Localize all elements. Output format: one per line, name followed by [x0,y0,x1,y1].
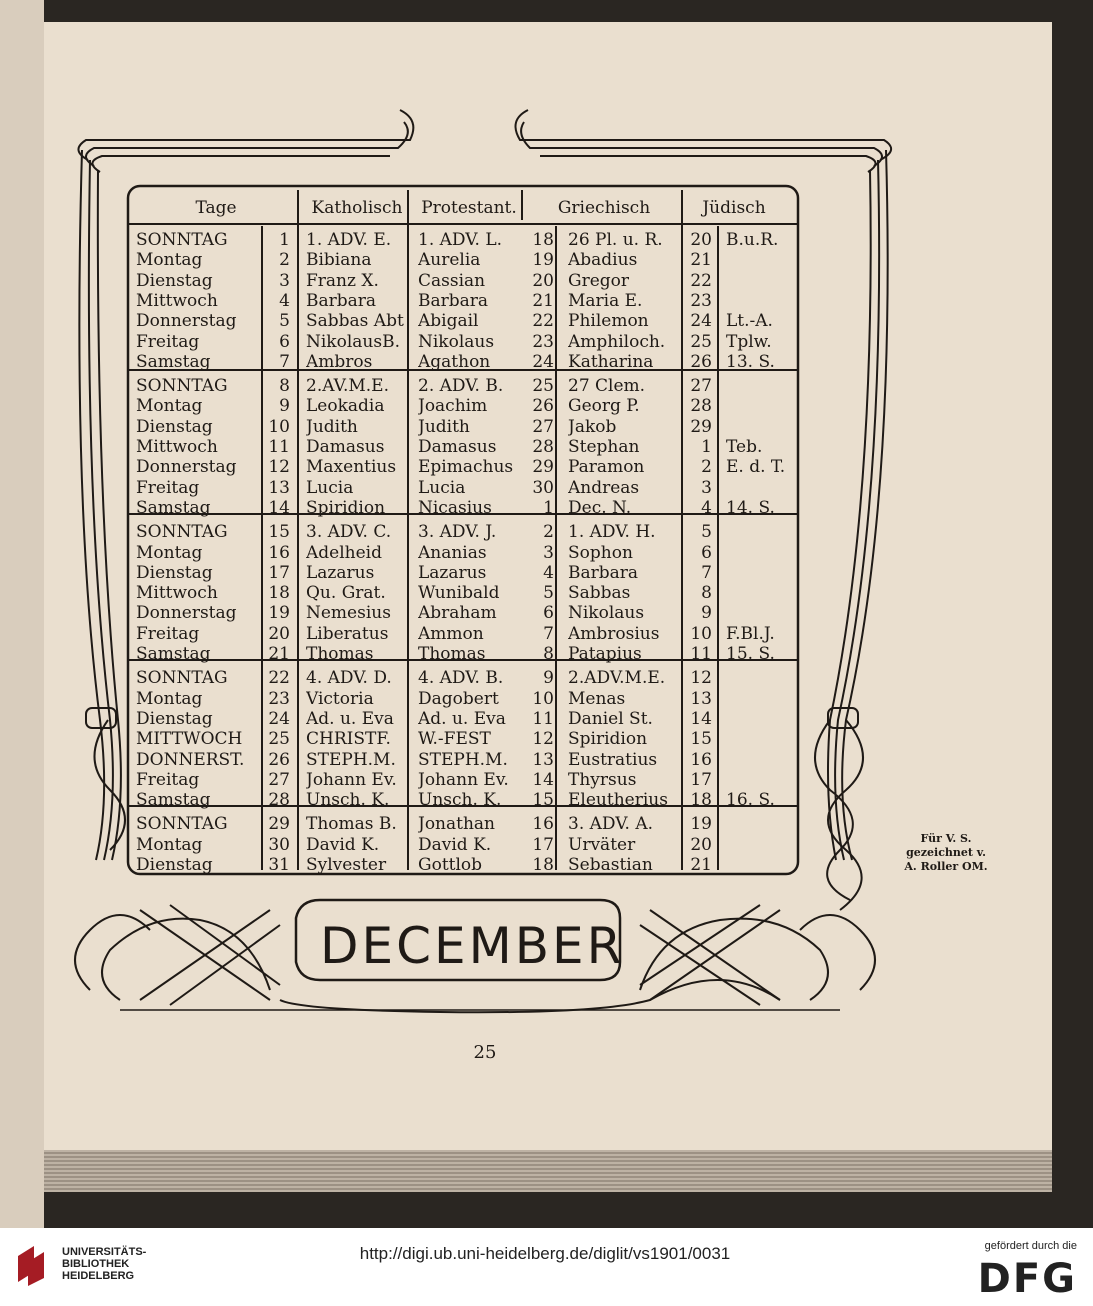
jewish-note: 15. S. [726,644,775,664]
catholic-day-number: 22 [268,668,290,689]
greek-day-number: 4 [543,562,554,583]
greek-saint: Thyrsus [568,769,637,790]
jewish-day-number: 17 [690,769,712,790]
jewish-note: 13. S. [726,351,775,372]
catholic-day-number: 6 [279,331,290,352]
viewer-footer [0,1228,1093,1306]
greek-saint: Ambrosius [568,623,660,644]
day-name: Mittwoch [136,290,218,311]
library-line: UNIVERSITÄTS- [62,1246,147,1258]
artist-credit [886,832,1006,874]
table-row [134,417,786,437]
jewish-day-number: 20 [690,230,712,250]
jewish-day-number: 7 [701,562,712,583]
greek-saint: Dec. N. [568,497,632,518]
greek-saint: Spiridion [568,729,648,750]
jewish-day-number: 24 [690,311,712,332]
catholic-saint: Victoria [306,688,374,709]
greek-saint: Gregor [568,270,630,291]
day-name: Dienstag [136,708,213,729]
catholic-saint: NikolausB. [306,331,400,352]
day-name: SONNTAG [136,668,228,689]
library-name [62,1246,146,1282]
greek-saint: 26 Pl. u. R. [568,230,663,250]
header-tage: Tage [195,198,237,218]
day-name: Donnerstag [136,457,237,478]
table-row [134,689,786,709]
day-name: Donnerstag [136,311,237,332]
greek-saint: Philemon [568,311,649,332]
day-name: Freitag [136,331,200,352]
protestant-saint: David K. [418,834,492,855]
protestant-saint: Jonathan [418,814,495,835]
credit-line: gezeichnet v. [906,846,986,859]
protestant-saint: Ammon [418,623,484,644]
greek-day-number: 29 [532,457,554,478]
table-row [134,583,786,603]
catholic-day-number: 25 [268,729,290,750]
protestant-saint: Unsch. K. [418,790,502,811]
protestant-saint: Joachim [418,396,488,417]
jewish-note: 14. S. [726,497,775,518]
day-name: SONNTAG [136,522,228,543]
greek-saint: 27 Clem. [568,376,646,397]
jewish-note: Tplw. [726,331,772,352]
protestant-saint: Thomas [418,644,486,664]
jewish-day-number: 11 [690,644,712,664]
catholic-day-number: 14 [268,497,290,518]
jewish-day-number: 27 [690,376,712,397]
catholic-saint: Liberatus [306,623,389,644]
catholic-saint: Damasus [306,437,385,457]
table-row [134,624,786,644]
greek-saint: Eustratius [568,749,658,770]
catholic-day-number: 3 [279,270,290,291]
greek-day-number: 10 [532,688,554,709]
protestant-saint: 1. ADV. L. [418,230,503,250]
greek-day-number: 3 [543,542,554,563]
greek-day-number: 9 [543,668,554,689]
day-name: Samstag [136,351,211,372]
day-name: Montag [136,250,203,271]
greek-day-number: 18 [532,230,554,250]
day-name: SONNTAG [136,814,228,835]
greek-saint: Georg P. [568,396,640,417]
jewish-note: Teb. [726,437,763,457]
table-row [134,311,786,331]
greek-saint: Eleutherius [568,790,668,811]
header-griechisch: Griechisch [557,198,651,218]
catholic-day-number: 19 [268,603,290,624]
protestant-saint: Barbara [418,290,489,311]
protestant-saint: Nikolaus [418,331,495,352]
greek-saint: Katharina [568,351,654,372]
greek-day-number: 11 [532,708,554,729]
day-name: DONNERST. [136,749,245,770]
catholic-saint: Leokadia [306,396,385,417]
greek-day-number: 1 [543,497,554,518]
catholic-saint: Lucia [306,477,354,498]
catholic-saint: Ambros [306,351,373,372]
jewish-day-number: 10 [690,623,712,644]
greek-saint: Sabbas [568,583,631,604]
dfg-logo: DFG [977,1256,1077,1302]
protestant-saint: Nicasius [418,497,492,518]
greek-saint: Abadius [568,250,638,271]
catholic-day-number: 18 [268,583,290,604]
catholic-day-number: 31 [268,855,290,875]
jewish-day-number: 2 [701,457,712,478]
table-row [134,543,786,563]
table-row [134,522,786,542]
greek-saint: Maria E. [568,290,643,311]
catholic-saint: Thomas B. [306,814,397,835]
catholic-day-number: 16 [268,542,290,563]
jewish-day-number: 12 [690,668,712,689]
library-logo-icon [14,1242,56,1288]
table-row [134,291,786,311]
catholic-saint: CHRISTF. [306,729,391,750]
protestant-saint: Epimachus [418,457,514,478]
catholic-saint: Sabbas Abt [306,311,404,332]
catholic-saint: Franz X. [306,270,379,291]
jewish-day-number: 19 [690,814,712,835]
table-row [134,376,786,396]
library-line: HEIDELBERG [62,1270,135,1282]
greek-day-number: 7 [543,623,554,644]
table-row [134,855,786,875]
protestant-saint: Abraham [418,603,497,624]
greek-saint: Andreas [568,477,640,498]
greek-saint: Amphiloch. [568,331,666,352]
greek-saint: 3. ADV. A. [568,814,654,835]
day-name: Montag [136,834,203,855]
greek-day-number: 2 [543,522,554,543]
catholic-saint: Sylvester [306,855,387,875]
greek-day-number: 14 [532,769,554,790]
catholic-saint: Qu. Grat. [306,583,386,604]
greek-saint: Sebastian [568,855,653,875]
protestant-saint: Ananias [418,542,487,563]
day-name: MITTWOCH [136,729,243,750]
day-name: Montag [136,688,203,709]
protestant-saint: Ad. u. Eva [418,708,506,729]
day-name: Dienstag [136,416,213,437]
catholic-saint: Unsch. K. [306,790,390,811]
jewish-day-number: 9 [701,603,712,624]
table-row [134,835,786,855]
greek-saint: Nikolaus [568,603,645,624]
protestant-saint: Aurelia [418,250,481,271]
header-protestant: Protestant. [421,198,517,218]
day-name: Montag [136,542,203,563]
jewish-note: E. d. T. [726,457,786,478]
catholic-day-number: 17 [268,562,290,583]
protestant-saint: 4. ADV. B. [418,668,504,689]
greek-day-number: 27 [532,416,554,437]
catholic-day-number: 13 [268,477,290,498]
catholic-day-number: 23 [268,688,290,709]
jewish-day-number: 25 [690,331,712,352]
greek-day-number: 26 [532,396,554,417]
jewish-day-number: 15 [690,729,712,750]
jewish-day-number: 22 [690,270,712,291]
catholic-day-number: 28 [268,790,290,811]
day-name: Freitag [136,477,200,498]
protestant-saint: 2. ADV. B. [418,376,504,397]
protestant-saint: Lucia [418,477,466,498]
greek-day-number: 5 [543,583,554,604]
catholic-day-number: 26 [268,749,290,770]
greek-saint: Stephan [568,437,640,457]
library-line: BIBLIOTHEK [62,1258,130,1270]
table-row [134,498,786,518]
catholic-saint: Maxentius [306,457,397,478]
table-row [134,790,786,810]
jewish-day-number: 21 [690,250,712,271]
greek-day-number: 21 [532,290,554,311]
header-juedisch: Jüdisch [702,198,766,218]
jewish-day-number: 8 [701,583,712,604]
greek-day-number: 6 [543,603,554,624]
catholic-saint: Nemesius [306,603,391,624]
greek-saint: 2.ADV.M.E. [568,668,666,689]
jewish-day-number: 28 [690,396,712,417]
greek-day-number: 30 [532,477,554,498]
protestant-saint: Wunibald [418,583,500,604]
catholic-day-number: 30 [268,834,290,855]
credit-line: A. Roller OM. [904,860,988,873]
table-row [134,332,786,352]
catholic-saint: Judith [306,416,358,437]
table-row [134,729,786,749]
greek-day-number: 24 [532,351,554,372]
catholic-day-number: 8 [279,376,290,397]
catholic-day-number: 12 [268,457,290,478]
table-row [134,770,786,790]
greek-saint: Barbara [568,562,639,583]
jewish-day-number: 13 [690,688,712,709]
jewish-day-number: 29 [690,416,712,437]
day-name: Samstag [136,644,211,664]
table-row [134,352,786,372]
catholic-saint: Lazarus [306,562,375,583]
table-row [134,603,786,623]
catholic-saint: David K. [306,834,380,855]
greek-saint: Paramon [568,457,645,478]
table-row [134,668,786,688]
catholic-saint: STEPH.M. [306,749,396,770]
table-row [134,250,786,270]
greek-day-number: 22 [532,311,554,332]
day-name: Mittwoch [136,437,218,457]
month-title: DECEMBER [320,917,625,975]
catholic-saint: 2.AV.M.E. [306,376,389,397]
catholic-day-number: 1 [279,230,290,250]
jewish-day-number: 18 [690,790,712,811]
greek-day-number: 28 [532,437,554,457]
greek-saint: Patapius [568,644,642,664]
day-name: Dienstag [136,562,213,583]
catholic-day-number: 10 [268,416,290,437]
greek-saint: Urväter [568,834,636,855]
catholic-day-number: 20 [268,623,290,644]
day-name: Freitag [136,769,200,790]
day-name: Samstag [136,497,211,518]
catholic-day-number: 4 [279,290,290,311]
catholic-day-number: 5 [279,311,290,332]
catholic-saint: Spiridion [306,497,386,518]
protestant-saint: Agathon [418,351,491,372]
catholic-saint: 1. ADV. E. [306,230,392,250]
jewish-note: Lt.-A. [726,311,773,332]
jewish-day-number: 20 [690,834,712,855]
protestant-saint: Judith [418,416,470,437]
jewish-day-number: 14 [690,708,712,729]
day-name: Dienstag [136,270,213,291]
table-row [134,478,786,498]
catholic-day-number: 27 [268,769,290,790]
day-name: Dienstag [136,855,213,875]
catholic-day-number: 15 [268,522,290,543]
page-number: 25 [473,1042,497,1063]
day-name: Samstag [136,790,211,811]
jewish-day-number: 4 [701,497,712,518]
credit-line: Für V. S. [920,832,972,845]
table-row [134,644,786,664]
catholic-day-number: 21 [268,644,290,664]
catholic-day-number: 7 [279,351,290,372]
protestant-saint: Damasus [418,437,497,457]
jewish-note: F.Bl.J. [726,623,775,644]
day-name: SONNTAG [136,230,228,250]
greek-day-number: 16 [532,814,554,835]
greek-day-number: 19 [532,250,554,271]
catholic-saint: Barbara [306,290,377,311]
catholic-saint: 4. ADV. D. [306,668,392,689]
jewish-day-number: 3 [701,477,712,498]
greek-day-number: 8 [543,644,554,664]
table-row [134,563,786,583]
day-name: SONNTAG [136,376,228,397]
jewish-day-number: 6 [701,542,712,563]
jewish-day-number: 21 [690,855,712,875]
protestant-saint: Abigail [418,311,479,332]
greek-day-number: 25 [532,376,554,397]
greek-day-number: 23 [532,331,554,352]
greek-day-number: 20 [532,270,554,291]
catholic-saint: 3. ADV. C. [306,522,392,543]
table-row [134,457,786,477]
greek-day-number: 18 [532,855,554,875]
funded-by-text: gefördert durch die [984,1240,1077,1252]
catholic-day-number: 29 [268,814,290,835]
table-row [134,271,786,291]
greek-saint: Sophon [568,542,633,563]
greek-saint: Jakob [568,416,617,437]
jewish-note: B.u.R. [726,230,779,250]
protestant-saint: Lazarus [418,562,487,583]
catholic-saint: Thomas [306,644,374,664]
catholic-saint: Johann Ev. [306,769,397,790]
greek-day-number: 15 [532,790,554,811]
table-row [134,437,786,457]
day-name: Freitag [136,623,200,644]
protestant-saint: STEPH.M. [418,749,508,770]
greek-saint: Daniel St. [568,708,653,729]
table-row [134,230,786,250]
catholic-saint: Bibiana [306,250,372,271]
greek-saint: Menas [568,688,626,709]
table-row [134,396,786,416]
catholic-day-number: 11 [268,437,290,457]
day-name: Montag [136,396,203,417]
permalink-url[interactable]: http://digi.ub.uni-heidelberg.de/diglit/vs1901/0031 [359,1244,731,1263]
protestant-saint: Cassian [418,270,486,291]
jewish-note: 16. S. [726,790,775,811]
table-row [134,814,786,834]
jewish-day-number: 5 [701,522,712,543]
jewish-day-number: 16 [690,749,712,770]
table-row [134,709,786,729]
greek-day-number: 17 [532,834,554,855]
protestant-saint: Johann Ev. [418,769,509,790]
protestant-saint: 3. ADV. J. [418,522,497,543]
greek-day-number: 13 [532,749,554,770]
catholic-day-number: 2 [279,250,290,271]
greek-saint: 1. ADV. H. [568,522,656,543]
table-row [134,750,786,770]
protestant-saint: Dagobert [418,688,499,709]
jewish-day-number: 1 [701,437,712,457]
day-name: Donnerstag [136,603,237,624]
catholic-saint: Ad. u. Eva [306,708,394,729]
header-katholisch: Katholisch [311,198,403,218]
jewish-day-number: 26 [690,351,712,372]
catholic-day-number: 9 [279,396,290,417]
catholic-day-number: 24 [268,708,290,729]
protestant-saint: W.-FEST [418,729,491,750]
protestant-saint: Gottlob [418,855,483,875]
day-name: Mittwoch [136,583,218,604]
greek-day-number: 12 [532,729,554,750]
catholic-saint: Adelheid [306,542,382,563]
jewish-day-number: 23 [690,290,712,311]
